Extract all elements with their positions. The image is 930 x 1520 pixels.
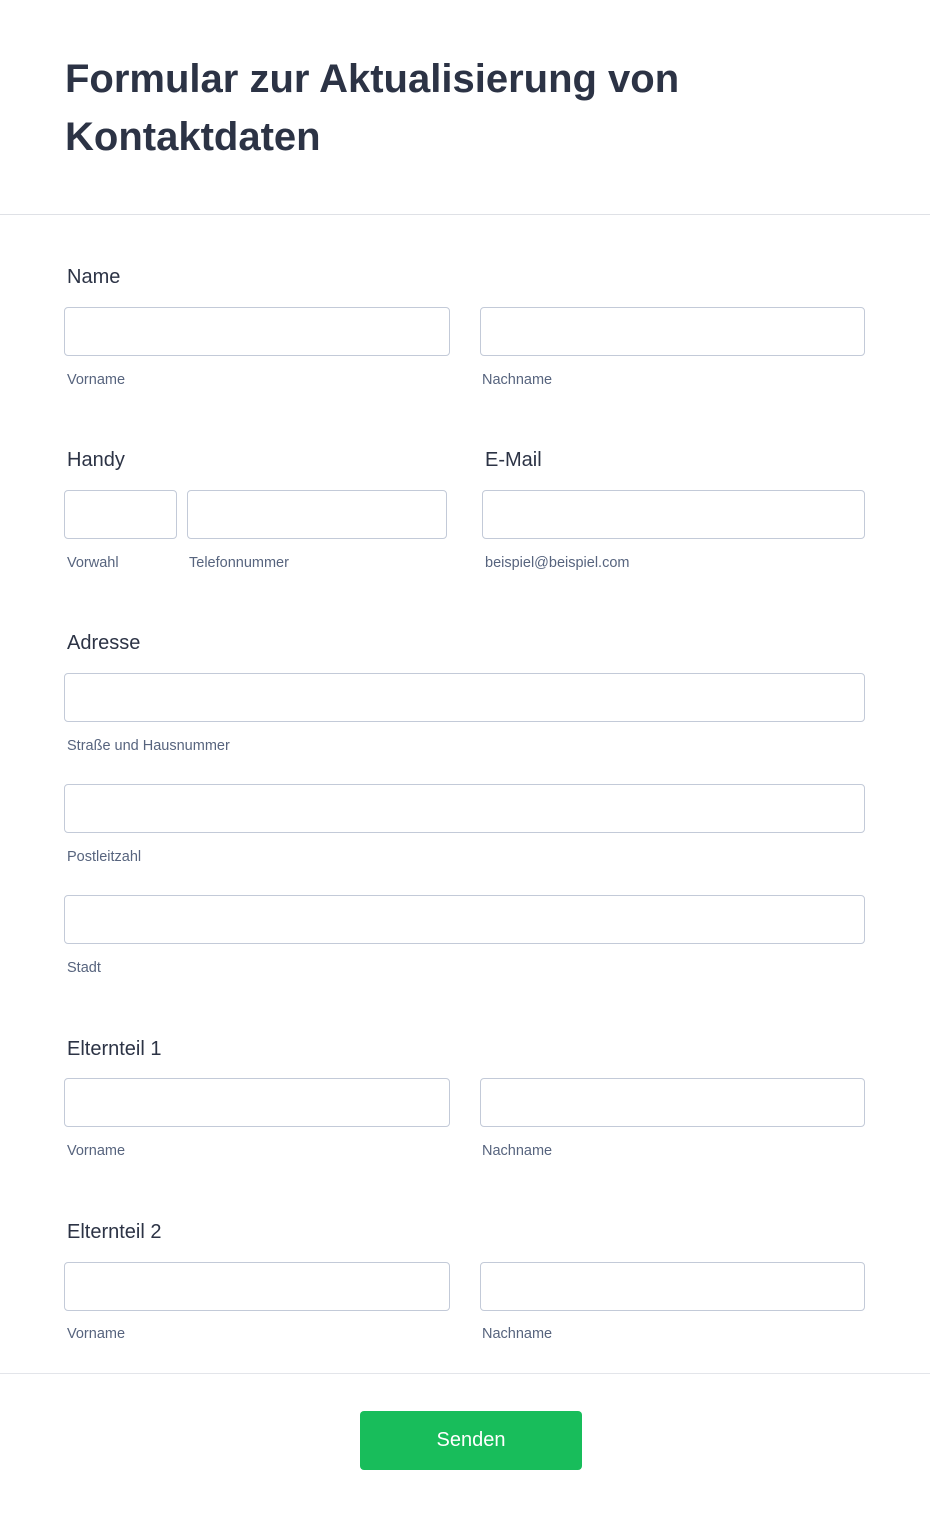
zip-sublabel: Postleitzahl [67, 849, 142, 865]
parent2-last-name-input[interactable] [480, 1262, 865, 1311]
zip-input[interactable] [64, 784, 865, 833]
email-input[interactable] [482, 490, 865, 539]
form-header [0, 0, 930, 215]
city-input[interactable] [64, 895, 865, 944]
area-code-input[interactable] [64, 490, 177, 539]
address-label: Adresse [67, 632, 141, 654]
parent2-first-name-sublabel: Vorname [67, 1326, 126, 1342]
first-name-input[interactable] [64, 307, 450, 356]
email-label: E-Mail [485, 449, 542, 471]
street-input[interactable] [64, 673, 865, 722]
form-title: Formular zur Aktualisierung von Kontaktdaten [65, 57, 680, 159]
submit-button[interactable]: Senden [360, 1411, 582, 1470]
parent1-first-name-sublabel: Vorname [67, 1143, 126, 1159]
parent1-label: Elternteil 1 [67, 1038, 162, 1060]
mobile-label: Handy [67, 449, 125, 471]
footer-divider [0, 1373, 930, 1374]
email-sublabel: beispiel@beispiel.com [485, 555, 630, 571]
name-label: Name [67, 266, 121, 288]
last-name-input[interactable] [480, 307, 865, 356]
street-sublabel: Straße und Hausnummer [67, 738, 230, 754]
last-name-sublabel: Nachname [482, 372, 553, 388]
first-name-sublabel: Vorname [67, 372, 126, 388]
parent1-first-name-input[interactable] [64, 1078, 450, 1127]
area-code-sublabel: Vorwahl [67, 555, 119, 571]
parent1-last-name-input[interactable] [480, 1078, 865, 1127]
phone-number-input[interactable] [187, 490, 447, 539]
parent1-last-name-sublabel: Nachname [482, 1143, 553, 1159]
parent2-first-name-input[interactable] [64, 1262, 450, 1311]
phone-number-sublabel: Telefonnummer [189, 555, 289, 571]
city-sublabel: Stadt [67, 960, 101, 976]
parent2-last-name-sublabel: Nachname [482, 1326, 553, 1342]
parent2-label: Elternteil 2 [67, 1221, 162, 1243]
